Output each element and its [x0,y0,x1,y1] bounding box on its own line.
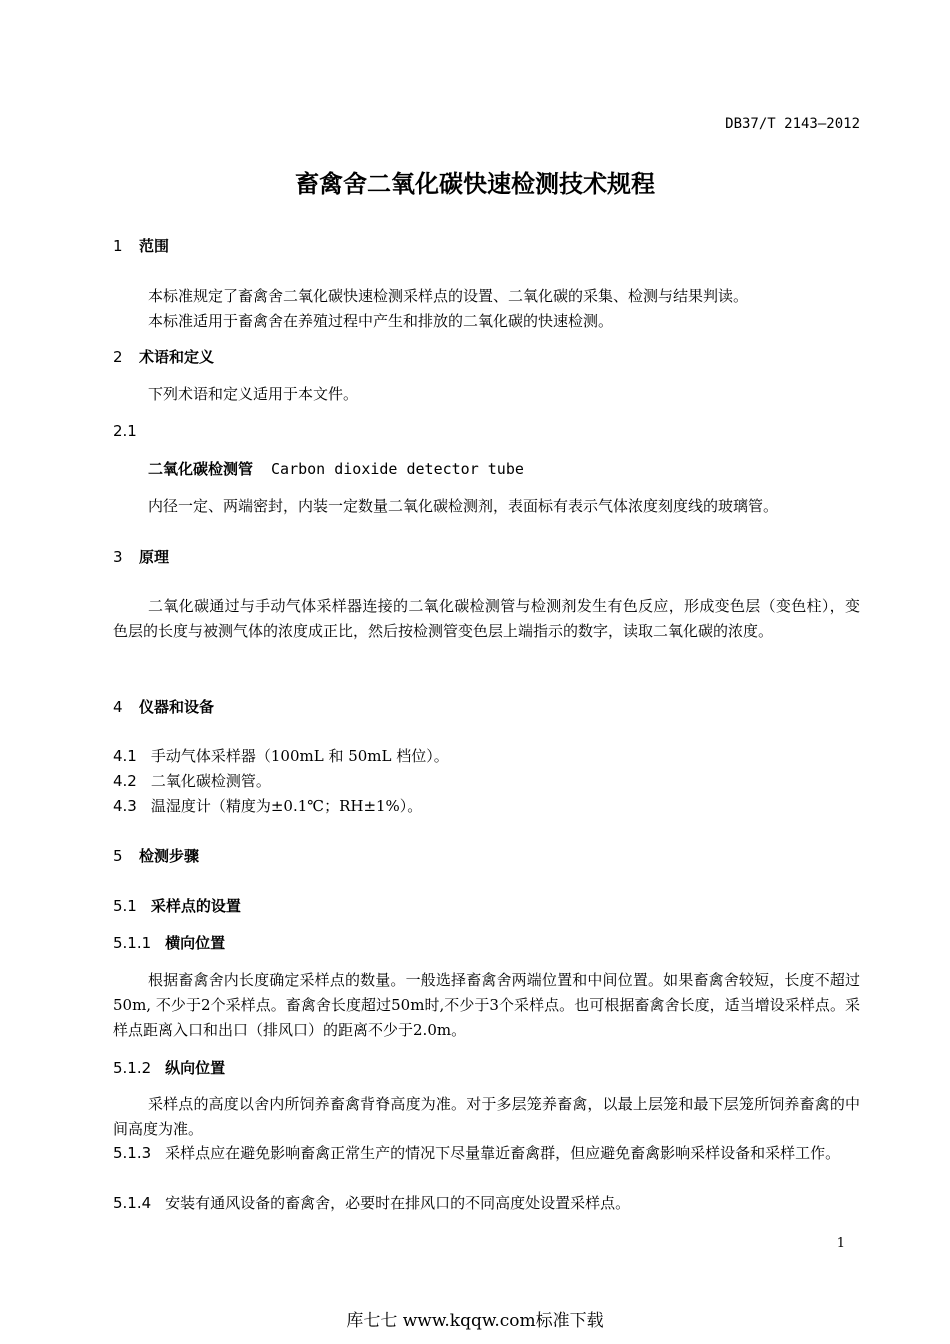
list-item [113,770,271,791]
item-number: 4.1 [113,747,137,765]
section-number: 5 [113,847,123,865]
subsection-5-1-1-heading [113,932,225,953]
section-number: 1 [113,237,123,255]
item-text: 温湿度计（精度为±0.1℃；RH±1%）。 [150,797,423,815]
item-text: 手动气体采样器（100mL 和 50mL 档位）。 [150,747,449,765]
item-number: 4.3 [113,797,137,815]
subsection-5-1-2-heading [113,1057,225,1078]
clause-5-1-4 [113,1191,860,1216]
section-number: 3 [113,548,123,566]
section-number: 2 [113,348,123,366]
section-1-heading [113,235,169,256]
subsection-number: 5.1.1 [113,934,152,952]
section-2-paragraph-1: 下列术语和定义适用于本文件。 [148,385,359,403]
section-title: 术语和定义 [139,348,215,366]
term-english: Carbon dioxide detector tube [271,460,524,478]
subsection-title: 纵向位置 [165,1059,226,1077]
clause-text: 安装有通风设备的畜禽舍，必要时在排风口的不同高度处设置采样点。 [165,1194,631,1212]
subsection-2-1-number: 2.1 [113,422,137,440]
item-number: 4.2 [113,772,137,790]
subsection-title: 横向位置 [165,934,226,952]
section-title: 范围 [139,237,170,255]
clause-number: 5.1.4 [113,1194,152,1212]
term-definition: 内径一定、两端密封，内装一定数量二氧化碳检测剂，表面标有表示气体浓度刻度线的玻璃管。 [148,497,779,515]
standard-number: DB37/T 2143—2012 [725,116,860,132]
term-entry [148,458,524,479]
subsection-number: 5.1.2 [113,1059,152,1077]
clause-text: 采样点应在避免影响畜禽正常生产的情况下尽量靠近畜禽群，但应避免畜禽影响采样设备和采样工作。 [165,1144,841,1162]
section-title: 检测步骤 [139,847,200,865]
term-chinese: 二氧化碳检测管 [148,460,254,478]
clause-number: 5.1.3 [113,1144,152,1162]
subsection-5-1-heading [113,895,241,916]
section-2-heading [113,346,214,367]
item-text: 二氧化碳检测管。 [150,772,271,790]
subsection-number: 5.1 [113,897,137,915]
subsection-title: 采样点的设置 [150,897,241,915]
section-3-heading [113,546,169,567]
section-1-paragraph-1: 本标准规定了畜禽舍二氧化碳快速检测采样点的设置、二氧化碳的采集、检测与结果判读。 [148,287,749,305]
section-title: 原理 [139,548,170,566]
section-4-heading [113,696,214,717]
section-3-paragraph-1: 二氧化碳通过与手动气体采样器连接的二氧化碳检测管与检测剂发生有色反应，形成变色层（变色柱），变色层的长度与被测气体的浓度成正比，然后按检测管变色层上端指示的数字，读取二氧化碳的浓度。 [113,597,860,640]
page-number: 1 [836,1236,845,1251]
subsection-5-1-1-paragraph: 根据畜禽舍内长度确定采样点的数量。一般选择畜禽舍两端位置和中间位置。如果畜禽舍较短，长度不超过50m, 不少于2个采样点。畜禽舍长度超过50m时,不少于3个采样点。也可根据畜禽舍长度，适当增设采样点。采样点距离入口和出口（排风口）的距离不少于2.0m。 [113,971,860,1039]
list-item [113,745,449,766]
section-title: 仪器和设备 [139,698,215,716]
list-item [113,795,422,816]
subsection-5-1-2-paragraph: 采样点的高度以舍内所饲养畜禽背脊高度为准。对于多层笼养畜禽，以最上层笼和最下层笼所饲养畜禽的中间高度为准。 [113,1095,860,1138]
section-number: 4 [113,698,123,716]
section-1-paragraph-2: 本标准适用于畜禽舍在养殖过程中产生和排放的二氧化碳的快速检测。 [148,312,614,330]
clause-5-1-3 [113,1141,860,1166]
document-title: 畜禽舍二氧化碳快速检测技术规程 [295,170,655,198]
section-5-heading [113,845,199,866]
footer-watermark: 库七七 www.kqqw.com标准下载 [346,1311,604,1331]
